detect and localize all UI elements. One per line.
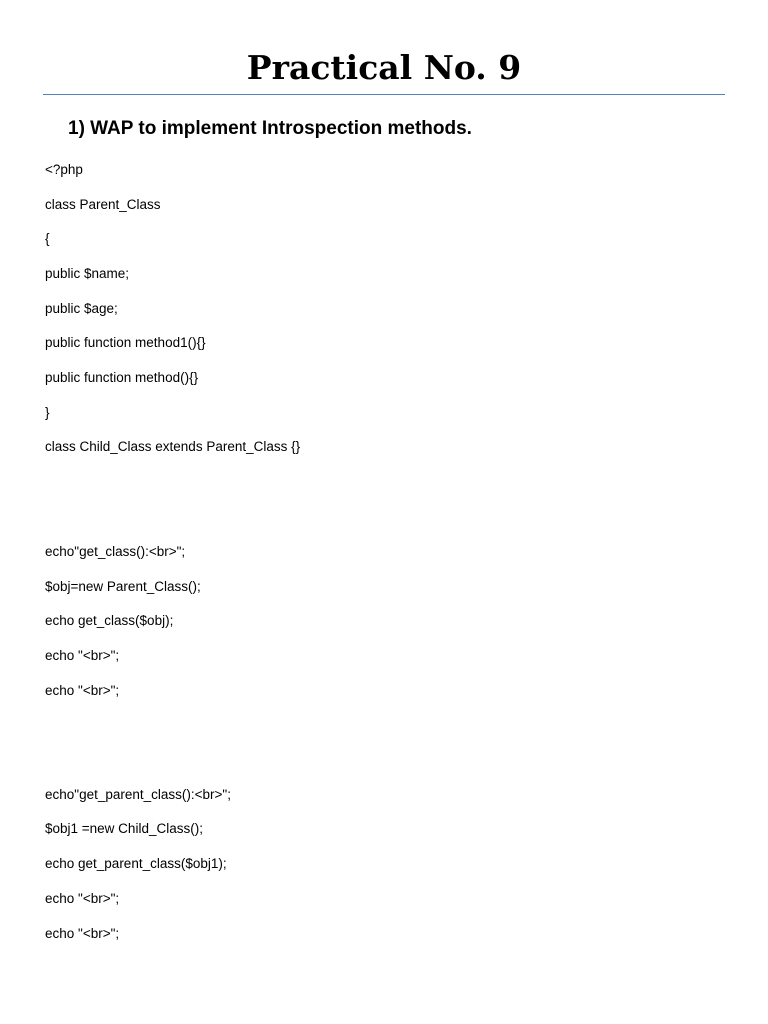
code-line: echo "<br>";	[45, 926, 120, 941]
question-heading: 1) WAP to implement Introspection methods.	[68, 118, 472, 139]
code-line: public function method1(){}	[45, 335, 206, 350]
code-line: echo get_parent_class($obj1);	[45, 856, 227, 871]
code-line: class Parent_Class	[45, 197, 161, 212]
code-line: {	[45, 231, 50, 246]
page-title: Practical No. 9	[246, 48, 522, 87]
code-line: public function method(){}	[45, 370, 199, 385]
code-line: $obj=new Parent_Class();	[45, 579, 201, 594]
code-line: echo "<br>";	[45, 648, 120, 663]
code-line: public $name;	[45, 266, 130, 281]
code-line: echo"get_class():<br>";	[45, 544, 186, 559]
code-line: echo get_class($obj);	[45, 613, 174, 628]
code-line: }	[45, 405, 50, 420]
code-line: echo "<br>";	[45, 683, 120, 698]
code-line: echo "<br>";	[45, 891, 120, 906]
code-line: class Child_Class extends Parent_Class {}	[45, 439, 301, 454]
code-line: public $age;	[45, 301, 118, 316]
code-line: echo"get_parent_class():<br>";	[45, 787, 231, 802]
code-line: $obj1 =new Child_Class();	[45, 821, 203, 836]
code-line: <?php	[45, 162, 83, 177]
title-underline	[43, 94, 725, 95]
